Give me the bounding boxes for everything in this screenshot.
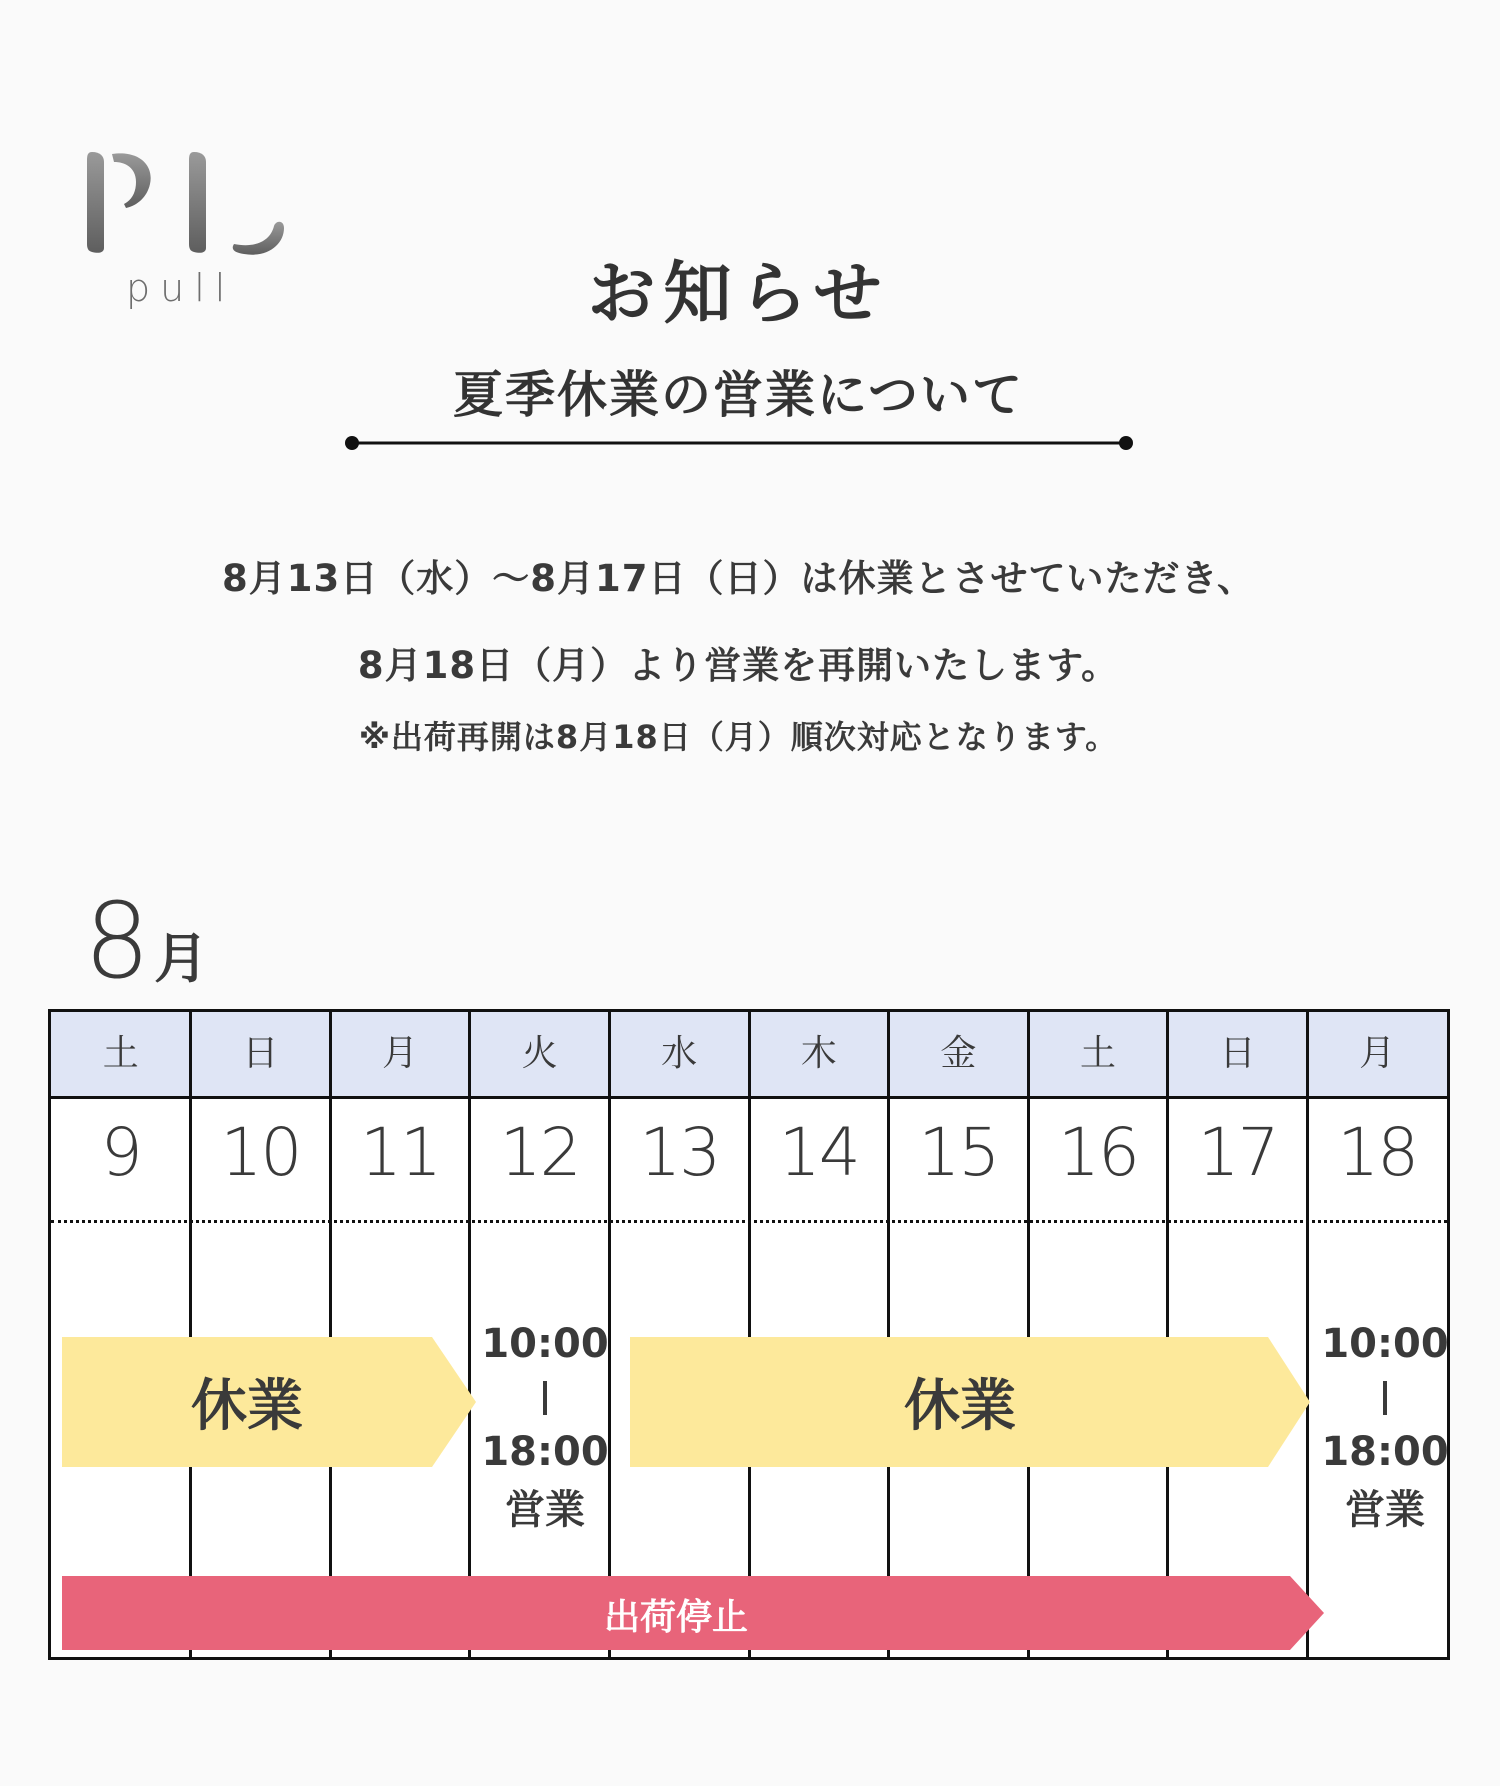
title-divider [344, 433, 1134, 453]
open-hours-12 [472, 1315, 618, 1539]
closed-label-1: 休業 [191, 1374, 303, 1439]
calendar-month [84, 880, 208, 1002]
column-divider [329, 1012, 332, 1657]
weekday-cell: 金 [940, 1033, 977, 1074]
open-start-12: 10:00 [481, 1321, 609, 1367]
column-divider [887, 1012, 890, 1657]
date-cell: 13 [639, 1114, 720, 1191]
column-divider [1027, 1012, 1030, 1657]
weekday-cell: 月 [1359, 1033, 1396, 1074]
brand-wordmark: pull [126, 266, 236, 310]
weekday-cell: 火 [521, 1033, 558, 1074]
calendar-grid [48, 1009, 1450, 1660]
month-number: 8 [84, 880, 151, 1002]
page-subtitle: 夏季休業の営業について [453, 366, 1024, 424]
date-cell: 9 [100, 1114, 141, 1191]
date-cell: 12 [499, 1114, 580, 1191]
date-cell: 18 [1337, 1114, 1418, 1191]
open-label-12: 営業 [505, 1487, 585, 1533]
column-divider [748, 1012, 751, 1657]
notice-line-1: 8月13日（水）〜8月17日（日）は休業とさせていただき、 [222, 557, 1255, 600]
open-end-18: 18:00 [1321, 1429, 1449, 1475]
column-divider [1166, 1012, 1169, 1657]
month-unit: 月 [154, 927, 209, 990]
weekday-cell: 日 [1219, 1033, 1256, 1074]
notice-line-2: 8月18日（月）より営業を再開いたします。 [357, 644, 1120, 687]
date-cell: 10 [220, 1114, 301, 1191]
date-cell: 14 [778, 1114, 859, 1191]
weekday-cell: 水 [661, 1033, 698, 1074]
hours-separator [1383, 1381, 1387, 1415]
open-hours-18 [1312, 1315, 1458, 1539]
weekday-cell: 月 [381, 1033, 418, 1074]
weekday-cell: 木 [800, 1033, 837, 1074]
page-title: お知らせ [587, 255, 890, 334]
column-divider [1306, 1012, 1309, 1657]
notice-line-3: ※出荷再開は8月18日（月）順次対応となります。 [358, 718, 1119, 756]
date-cell: 15 [918, 1114, 999, 1191]
weekday-cell: 土 [1079, 1033, 1116, 1074]
date-separator-line [51, 1220, 1447, 1223]
column-divider [468, 1012, 471, 1657]
column-divider [189, 1012, 192, 1657]
date-cell: 16 [1057, 1114, 1138, 1191]
date-cell: 11 [359, 1114, 440, 1191]
weekday-cell: 日 [242, 1033, 279, 1074]
weekday-cell: 土 [102, 1033, 139, 1074]
open-end-12: 18:00 [481, 1429, 609, 1475]
hours-separator [543, 1381, 547, 1415]
open-start-18: 10:00 [1321, 1321, 1449, 1367]
open-label-18: 営業 [1345, 1487, 1425, 1533]
shipping-stop-label: 出荷停止 [603, 1597, 748, 1638]
date-cell: 17 [1197, 1114, 1278, 1191]
closed-label-2: 休業 [904, 1374, 1016, 1439]
